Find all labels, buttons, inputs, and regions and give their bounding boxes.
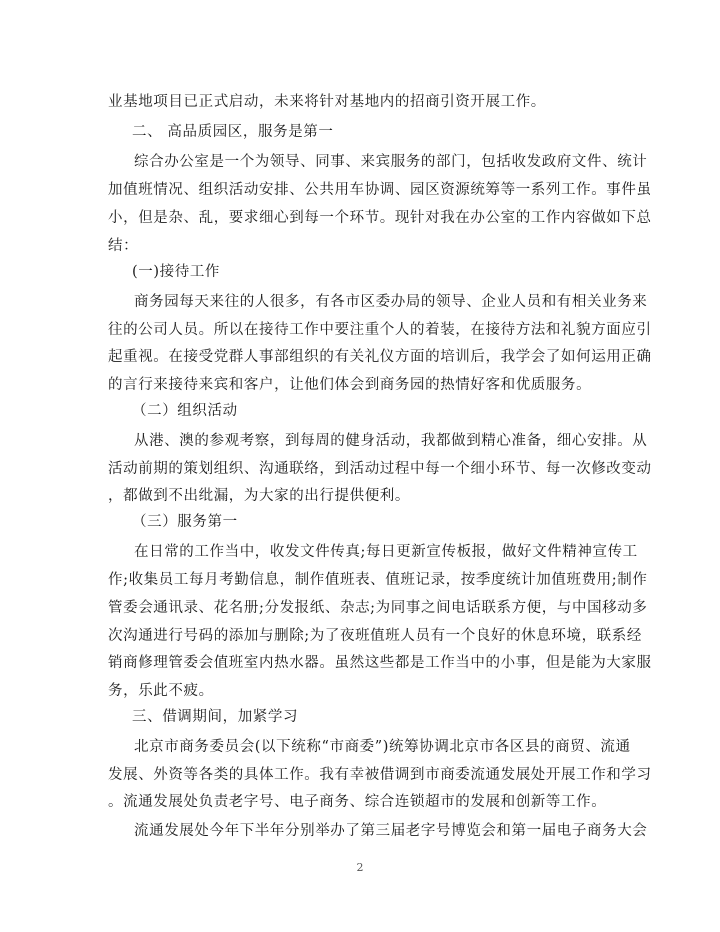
body-line-14: 活动前期的策划组织、沟通联络，到活动过程中每一个细小环节、每一次修改变动 (108, 461, 652, 477)
body-line-25: 发展、外资等各类的具体工作。我有幸被借调到市商委流通发展处开展工作和学习 (108, 767, 652, 783)
body-line-22: 务，乐此不疲。 (108, 683, 214, 699)
body-line-18: 作;收集员工每月考勤信息，制作值班表、值班记录，按季度统计加值班费用;制作 (108, 572, 648, 588)
section-heading-3: 三、借调期间，加紧学习 (132, 709, 299, 725)
subheading-activities: （二）组织活动 (132, 403, 238, 419)
body-line-26: 。流通发展处负责老字号、电子商务、综合连锁超市的发展和创新等工作。 (108, 794, 607, 810)
body-line-15: ，都做到不出纰漏，为大家的出行提供便利。 (108, 488, 410, 504)
body-line-20: 次沟通进行号码的添加与删除;为了夜班值班人员有一个良好的休息环境，联系经 (108, 628, 642, 644)
body-line-9: 往的公司人员。所以在接待工作中要注重个人的着装，在接待方法和礼貌方面应引 (108, 322, 652, 338)
body-line-1: 业基地项目已正式启动，未来将针对基地内的招商引资开展工作。 (108, 94, 546, 110)
body-line-6: 结： (108, 238, 139, 254)
body-line-10: 起重视。在接受党群人事部组织的有关礼仪方面的培训后，我学会了如何运用正确 (108, 349, 652, 365)
section-heading-2: 二、 高品质园区，服务是第一 (132, 124, 334, 140)
subheading-reception: (一)接待工作 (132, 264, 221, 280)
body-line-21: 销商修理管委会值班室内热水器。虽然这些都是工作当中的小事，但是能为大家服 (108, 655, 652, 671)
page-number: 2 (356, 861, 364, 874)
body-line-19: 管委会通讯录、花名册;分发报纸、杂志;为同事之间电话联系方便，与中国移动多 (108, 600, 648, 616)
body-line-4: 加值班情况、组织活动安排、公共用车协调、园区资源统筹等一系列工作。事件虽 (108, 182, 652, 198)
body-line-3: 综合办公室是一个为领导、同事、来宾服务的部门，包括收发政府文件、统计 (134, 154, 648, 170)
subheading-service: （三）服务第一 (132, 514, 238, 530)
body-line-5: 小，但是杂、乱，要求细心到每一个环节。现针对我在办公室的工作内容做如下总 (108, 210, 652, 226)
body-line-8: 商务园每天来往的人很多，有各市区委办局的领导、企业人员和有相关业务来 (134, 294, 648, 310)
body-line-24: 北京市商务委员会(以下统称“市商委”)统筹协调北京市各区县的商贸、流通 (134, 739, 631, 755)
body-line-13: 从港、澳的参观考察，到每周的健身活动，我都做到精心准备，细心安排。从 (134, 433, 648, 449)
body-line-17: 在日常的工作当中，收发文件传真;每日更新宣传板报，做好文件精神宣传工 (134, 544, 638, 560)
body-line-11: 的言行来接待来宾和客户，让他们体会到商务园的热情好客和优质服务。 (108, 377, 592, 393)
body-line-27: 流通发展处今年下半年分别举办了第三届老字号博览会和第一届电子商务大会 (134, 823, 648, 839)
